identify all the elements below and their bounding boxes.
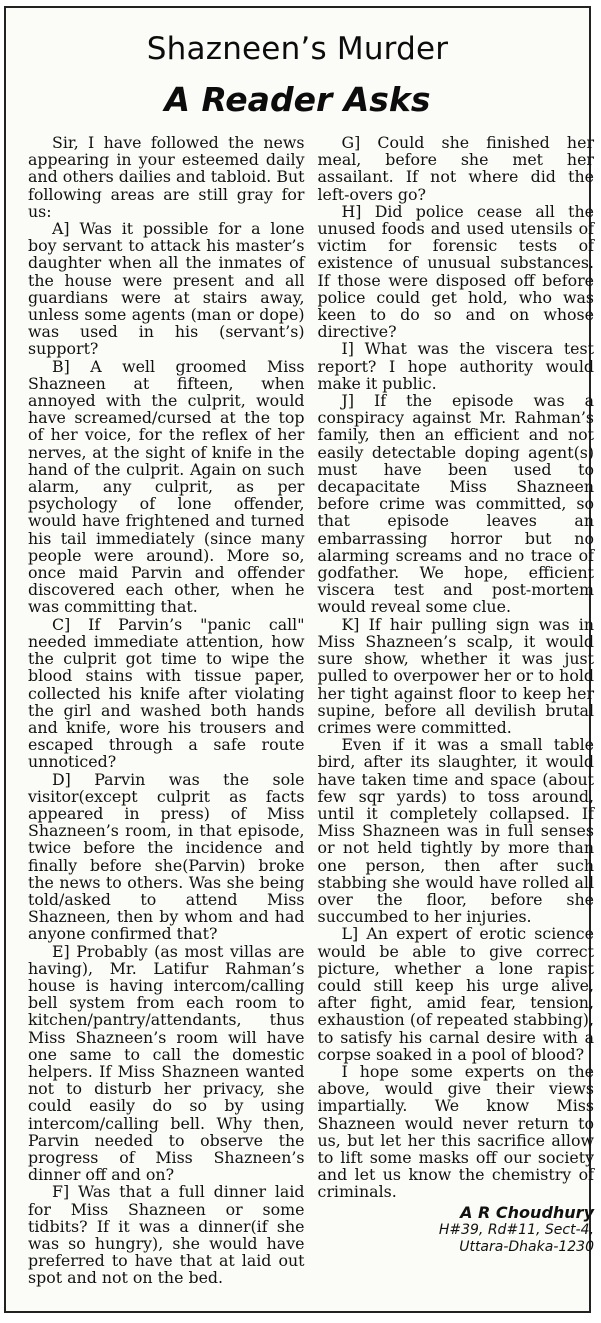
paragraph: B] A well groomed Miss Shazneen at fifteen, when annoyed with the culprit, would have screamed/cursed at the top of her voice, for the reflex of her nerves, at the sight of knife in the hand of the culprit. Again on such alarm, any culprit, as per psychology of lone offender, would have frightened and turned his tail immediately (since many people were around). More so, once maid Parvin and offender discovered each other, when he was committing that. — [28, 356, 305, 617]
author-address-line2: Uttara-Dhaka-1230 — [459, 1238, 594, 1255]
paragraph: J] If the episode was a conspiracy against Mr. Rahman’s family, then an efficient and not easily detectable doping agent(s) must have been used to decapacitate Miss Shazneen before crime was committed, so that episode leaves an embarrassing horror but no alarming screams and no trace of godfather. We hope, efficient viscera test and post-mortem would reveal some clue. — [317, 391, 594, 617]
article-subtitle: A Reader Asks — [164, 80, 431, 119]
paragraph: F] Was that a full dinner laid for Miss Shazneen or some tidbits? If it was a dinner(if she was so hungry), she would have preferred to have that at laid out spot and not on the bed. — [28, 1182, 305, 1288]
paragraph: Sir, I have followed the news appearing in your esteemed daily and others dailies and tabloid. But following areas are still gray for us: — [28, 133, 305, 221]
paragraph: E] Probably (as most villas are having), Mr. Latifur Rahman’s house is having intercom/calling bell system from each room to kitchen/pantry/attendants, thus Miss Shazneen’s room will have one same to call the domestic helpers. If Miss Shazneen wanted not to disturb her privacy, she could easily do so by using intercom/calling bell. Why then, Parvin needed to observe the progress of Miss Shazneen’s dinner off and on? — [28, 941, 305, 1185]
article-frame — [4, 6, 594, 1313]
paragraph: A] Was it possible for a lone boy servant to attack his master’s daughter when all the inmates of the house were present and all guardians were at stairs away, unless some agents (man or dope) was used in his (servant’s) support? — [28, 219, 305, 359]
paragraph: K] If hair pulling sign was in Miss Shazneen’s scalp, it would sure show, whether it was just pulled to overpower her or to hold her tight against floor to keep her supine, before all devilish brutal crimes were committed. — [317, 614, 594, 737]
article-body — [28, 134, 594, 1309]
paragraph: G] Could she finished her meal, before she met her assailant. If not where did the left-overs go? — [317, 133, 594, 204]
paragraph: H] Did police cease all the unused foods and used utensils of victim for forensic tests of existence of unusual substances. If those were disposed off before police could get hold, who was keen to do so and on whose directive? — [317, 201, 594, 342]
paragraph: D] Parvin was the sole visitor(except culprit as facts appeared in press) of Miss Shazneen’s room, in that episode, twice before the incidence and finally before she(Parvin) broke the news to others. Was she being told/asked to attend Miss Shazneen, then by whom and had anyone confirmed that? — [28, 769, 305, 944]
paragraph: C] If Parvin’s "panic call" needed immediate attention, how the culprit got time to wipe the blood stains with tissue paper, collected his knife after violating the girl and washed both hands and knife, wore his trousers and escaped through a safe route unnoticed? — [28, 614, 305, 772]
author-address-line1: H#39, Rd#11, Sect-4, — [438, 1221, 594, 1238]
paragraph: L] An expert of erotic science would be able to give correct picture, whether a lone rapist could still keep his urge alive, after fight, amid fear, tension, exhaustion (of repeated stabbing), to satisfy his carnal desire with a corpse soaked in a pool of blood? — [317, 924, 594, 1064]
paragraph: Even if it was a small table bird, after its slaughter, it would have taken time and space (about few sqr yards) to toss around, until it completely collapsed. If Miss Shazneen was in full senses or not held tightly by more than one person, then after such stabbing she would have rolled all over the floor, before she succumbed to her injuries. — [317, 735, 594, 927]
article-title: Shazneen’s Murder — [146, 31, 449, 67]
paragraph: I] What was the viscera test report? I hope authority would make it public. — [317, 339, 594, 393]
paragraph: I hope some experts on the above, would give their views impartially. We know Miss Shazneen would never return to us, but let her this sacrifice allow to lift some masks off our society and let us know the chemistry of criminals. — [317, 1061, 594, 1202]
signature-block — [318, 1203, 595, 1256]
author-name: A R Choudhury — [460, 1202, 594, 1222]
